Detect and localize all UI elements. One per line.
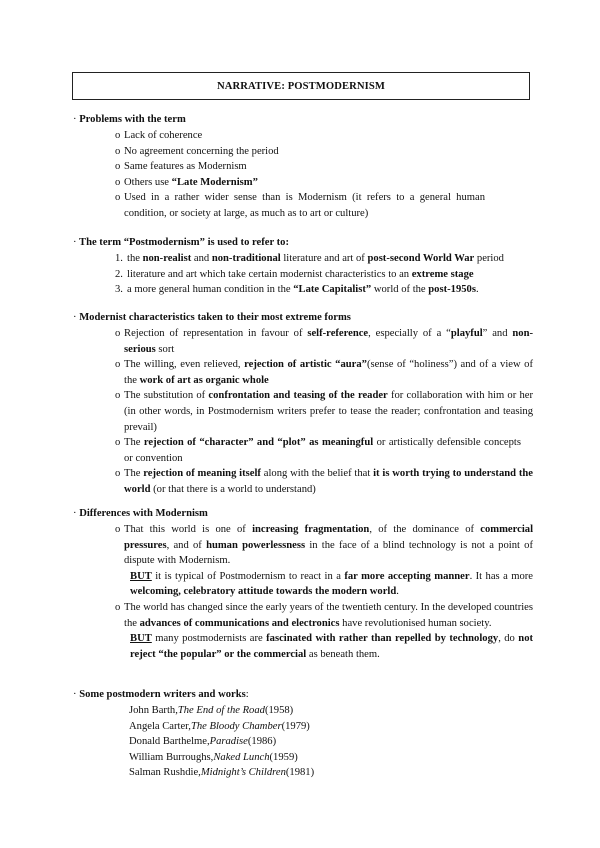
bullet-list: [73, 128, 533, 222]
section-heading: · Differences with Modernism: [73, 508, 208, 519]
list-item: o That this world is one of increasing fragmentation, of the dominance of commercial pressures, and of human powerlessness in the face of a blind technology is not a point of dispute with Modernism.: [115, 524, 534, 567]
work-item: Salman Rushdie, Midnight’s Children (1981): [129, 767, 315, 779]
list-item: 1. the non-realist and non-traditional literature and art of post-second World War period: [115, 253, 504, 264]
section-heading: · Problems with the term: [73, 114, 186, 125]
list-item: o The substitution of confrontation and teasing of the reader for collaboration with him or her (in other words, in Postmodernism writers prefer to tease the reader; confrontation and teasing prevail): [115, 390, 533, 433]
section-heading: · The term “Postmodernism” is used to refer to:: [73, 237, 289, 248]
section-differences: [73, 505, 533, 662]
section-heading: · Some postmodern writers and works:: [73, 689, 249, 700]
section-writers-works: [73, 686, 533, 781]
section-heading: · Modernist characteristics taken to their most extreme forms: [73, 312, 351, 323]
numbered-list: [73, 251, 533, 298]
section-modernist-characteristics: [73, 309, 533, 498]
list-item: o Used in a rather wider sense than is Modernism (it refers to a general human condition, or society at large, as much as to art or culture): [115, 192, 485, 219]
section-term-usage: [73, 234, 533, 298]
list-item: o The rejection of “character” and “plot” as meaningful or artistically defensible concepts or convention: [115, 437, 522, 464]
list-item: o Same features as Modernism: [115, 161, 247, 173]
bullet-list: [73, 522, 533, 662]
list-item: o The willing, even relieved, rejection of artistic “aura”(sense of “holiness”) and of a view of the work of art as organic whole: [115, 359, 534, 386]
list-item: o No agreement concerning the period: [115, 145, 279, 157]
note-paragraph: BUT many postmodernists are fascinated with rather than repelled by technology, do not reject “the popular” or the commercial as beneath them.: [130, 633, 534, 660]
bullet-list: [73, 326, 533, 498]
list-item: o Others use “Late Modernism”: [115, 176, 258, 188]
work-item: John Barth, The End of the Road (1958): [129, 705, 294, 716]
list-item: 2. literature and art which take certain modernist characteristics to an extreme stage: [115, 268, 474, 280]
work-item: William Burroughs, Naked Lunch (1959): [129, 751, 298, 763]
works-list: [73, 703, 533, 781]
list-item: o The world has changed since the early years of the twentieth century. In the developed countries the advances of communications and electronics have revolutionised human society.: [115, 601, 533, 629]
list-item: o Lack of coherence: [115, 130, 203, 141]
work-item: Donald Barthelme, Paradise (1986): [129, 736, 277, 748]
section-problems: [73, 111, 533, 222]
list-item: o The rejection of meaning itself along with the belief that it is worth trying to understand the world (or that there is a world to understand): [115, 468, 533, 495]
list-item: o Rejection of representation in favour of self-reference, especially of a “playful” and non-serious sort: [115, 328, 534, 355]
work-item: Angela Carter, The Bloody Chamber (1979): [129, 720, 310, 732]
note-paragraph: BUT it is typical of Postmodernism to react in a far more accepting manner. It has a more welcoming, celebratory attitude towards the modern world.: [130, 570, 533, 598]
page-title: NARRATIVE: POSTMODERNISM: [72, 72, 530, 100]
list-item: 3. a more general human condition in the “Late Capitalist” world of the post-1950s.: [115, 284, 479, 296]
